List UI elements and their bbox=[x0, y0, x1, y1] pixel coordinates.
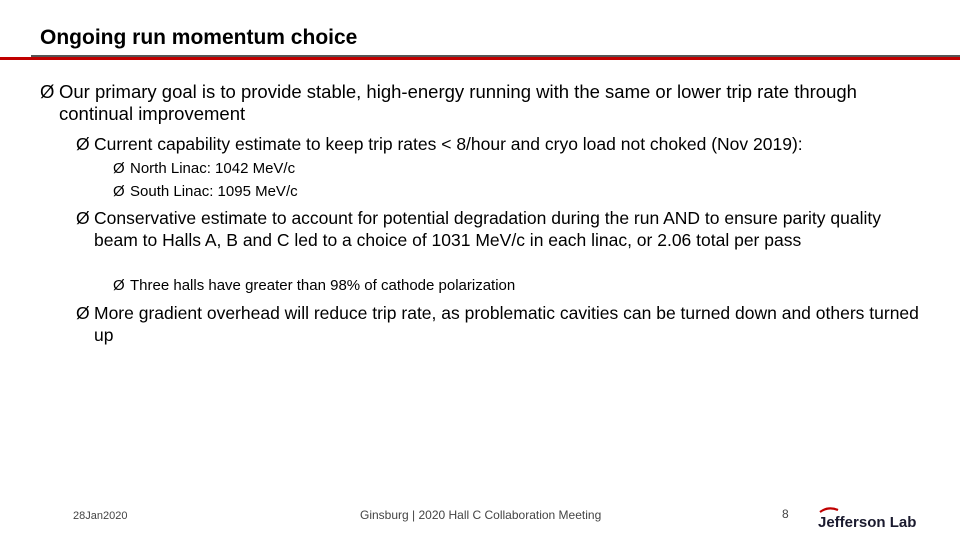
bullet-text: Conservative estimate to account for potential degradation during the run AND to ensure parity quality beam to Halls A, B and C led to a choice of 1031 MeV/c in each linac, or 2.06 total per pass bbox=[94, 208, 881, 250]
bullet-level3 bbox=[113, 183, 913, 201]
arrow-bullet-icon: Ø bbox=[40, 81, 55, 102]
slide-title: Ongoing run momentum choice bbox=[40, 26, 358, 49]
bullet-level2 bbox=[76, 302, 926, 346]
arrow-bullet-icon: Ø bbox=[76, 303, 90, 323]
footer-date: 28Jan2020 bbox=[73, 510, 128, 522]
bullet-text: South Linac: 1095 MeV/c bbox=[130, 183, 298, 200]
arrow-bullet-icon: Ø bbox=[76, 134, 90, 154]
arrow-bullet-icon: Ø bbox=[113, 183, 125, 200]
bullet-text: Our primary goal is to provide stable, high-energy running with the same or lower trip rate through continual improvement bbox=[59, 81, 857, 124]
arrow-bullet-icon: Ø bbox=[113, 160, 125, 177]
bullet-level2 bbox=[76, 133, 926, 155]
logo-swoosh-icon bbox=[820, 508, 838, 512]
bullet-text: More gradient overhead will reduce trip rate, as problematic cavities can be turned down and others turned up bbox=[94, 303, 919, 345]
logo-wordmark: Jefferson Lab bbox=[818, 514, 917, 531]
bullet-level2 bbox=[76, 207, 926, 251]
arrow-bullet-icon: Ø bbox=[76, 208, 90, 228]
footer-presenter: Ginsburg | 2020 Hall C Collaboration Meeting bbox=[360, 508, 602, 522]
bullet-text: Current capability estimate to keep trip rates < 8/hour and cryo load not choked (Nov 2019): bbox=[94, 134, 803, 154]
bullet-text: Three halls have greater than 98% of cathode polarization bbox=[130, 277, 516, 294]
bullet-level3 bbox=[113, 277, 913, 295]
page-number: 8 bbox=[782, 507, 789, 521]
bullet-level3 bbox=[113, 160, 913, 178]
bullet-level1 bbox=[40, 81, 920, 125]
bullet-text: North Linac: 1042 MeV/c bbox=[130, 160, 296, 177]
jefferson-lab-logo bbox=[816, 506, 926, 534]
title-accent-bar bbox=[0, 57, 960, 60]
arrow-bullet-icon: Ø bbox=[113, 277, 125, 294]
